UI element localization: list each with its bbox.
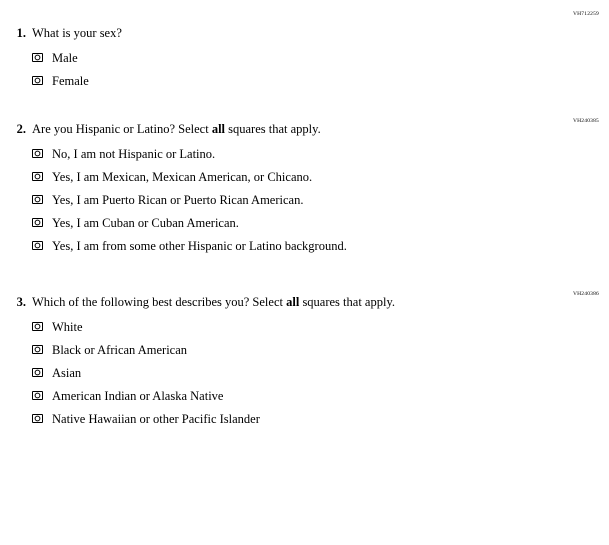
option-label: Native Hawaiian or other Pacific Islander <box>52 411 260 426</box>
option-label: Asian <box>52 365 82 380</box>
empty-checkbox-icon[interactable] <box>32 217 43 228</box>
option-label: Yes, I am Mexican, Mexican American, or Chicano. <box>52 169 313 184</box>
question-code-2: VH240385 <box>572 118 599 124</box>
empty-checkbox-icon[interactable] <box>32 171 43 182</box>
empty-checkbox-icon[interactable] <box>32 344 43 355</box>
question-text-3-bold: all <box>286 295 300 309</box>
option-label: White <box>52 319 83 334</box>
option-label: Yes, I am Cuban or Cuban American. <box>52 215 239 230</box>
question-block-2 <box>0 118 609 257</box>
question-1-prompt <box>0 26 609 41</box>
question-block-1 <box>0 0 609 92</box>
empty-checkbox-icon[interactable] <box>32 75 43 86</box>
question-code-1: VH712259 <box>572 11 599 17</box>
question-2-prompt <box>0 122 609 137</box>
option-row[interactable] <box>0 384 609 407</box>
question-text-3-after: squares that apply. <box>299 295 396 309</box>
option-label: Male <box>52 50 78 65</box>
question-3-options <box>0 315 609 430</box>
spacer <box>0 92 609 122</box>
question-code-3: VH240386 <box>572 291 599 297</box>
option-row[interactable] <box>0 188 609 211</box>
question-text-1 <box>32 26 122 41</box>
option-label: American Indian or Alaska Native <box>52 388 224 403</box>
spacer <box>0 257 609 295</box>
question-text-2-after: squares that apply. <box>225 122 321 136</box>
option-label: Yes, I am Puerto Rican or Puerto Rican American. <box>52 192 304 207</box>
empty-checkbox-icon[interactable] <box>32 413 43 424</box>
question-text-3-before: Which of the following best describes you? Select <box>32 295 287 309</box>
question-text-2 <box>32 122 321 137</box>
option-row[interactable] <box>0 234 609 257</box>
option-label: No, I am not Hispanic or Latino. <box>52 146 216 161</box>
question-1-options <box>0 46 609 92</box>
empty-checkbox-icon[interactable] <box>32 367 43 378</box>
question-block-3 <box>0 291 609 430</box>
option-row[interactable] <box>0 165 609 188</box>
option-row[interactable] <box>0 46 609 69</box>
option-label: Black or African American <box>52 342 188 357</box>
question-number-3: 3. <box>16 295 26 309</box>
empty-checkbox-icon[interactable] <box>32 148 43 159</box>
empty-checkbox-icon[interactable] <box>32 390 43 401</box>
option-row[interactable] <box>0 211 609 234</box>
question-number-2: 2. <box>16 122 26 136</box>
question-text-2-bold: all <box>211 122 226 136</box>
empty-checkbox-icon[interactable] <box>32 321 43 332</box>
empty-checkbox-icon[interactable] <box>32 194 43 205</box>
question-text-3 <box>32 295 395 310</box>
empty-checkbox-icon[interactable] <box>32 52 43 63</box>
option-row[interactable] <box>0 142 609 165</box>
empty-checkbox-icon[interactable] <box>32 240 43 251</box>
option-label: Female <box>52 73 89 88</box>
question-text-1-before: What is your sex? <box>32 26 122 40</box>
option-row[interactable] <box>0 407 609 430</box>
option-row[interactable] <box>0 69 609 92</box>
question-number-1: 1. <box>16 26 26 40</box>
question-text-2-before: Are you Hispanic or Latino? Select <box>32 122 212 136</box>
question-3-prompt <box>0 295 609 310</box>
option-row[interactable] <box>0 361 609 384</box>
option-label: Yes, I am from some other Hispanic or Latino background. <box>52 238 347 253</box>
option-row[interactable] <box>0 315 609 338</box>
question-2-options <box>0 142 609 257</box>
option-row[interactable] <box>0 338 609 361</box>
